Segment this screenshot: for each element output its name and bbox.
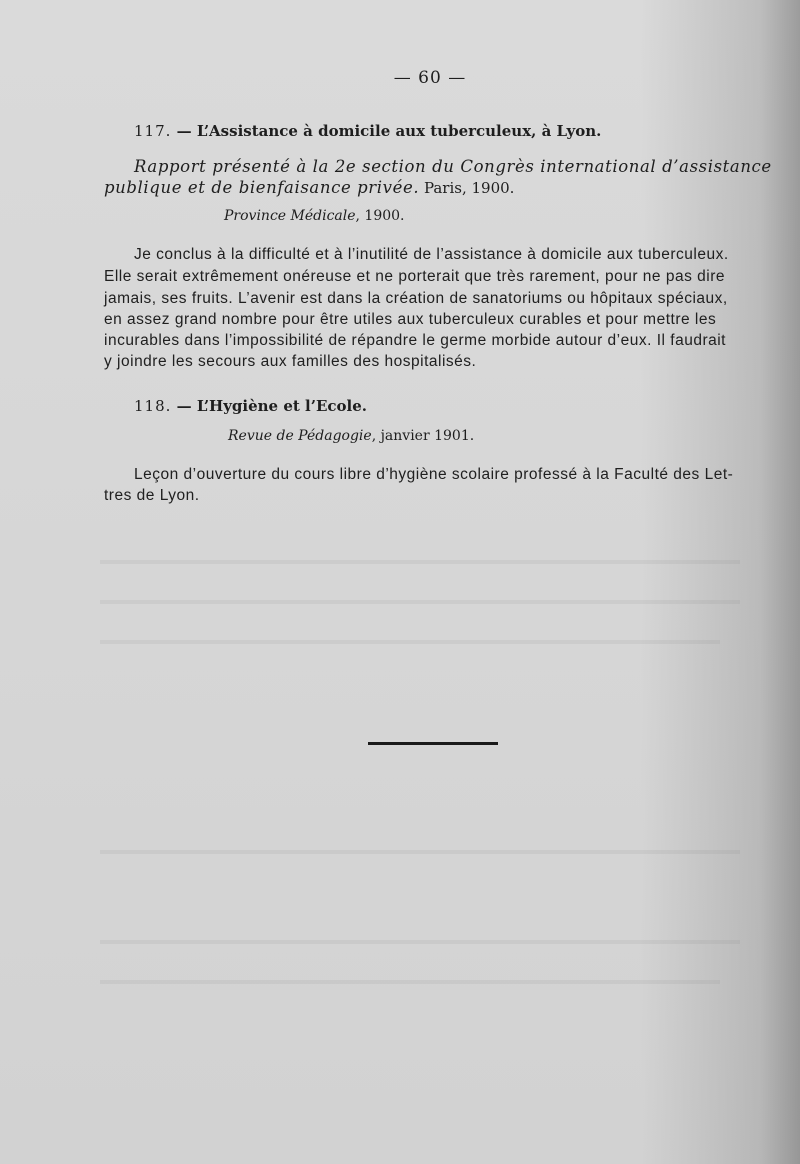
entry-117-body-line: en assez grand nombre pour être utiles aux tuberculeux curables et pour mettre les — [104, 311, 717, 328]
source-journal: Province Médicale — [224, 208, 356, 224]
place-date: Paris, 1900. — [419, 179, 515, 197]
entry-118-body-line: tres de Lyon. — [104, 487, 200, 504]
congress-name: publique et de bienfaisance privée. — [104, 178, 420, 197]
source-date: , 1900. — [355, 208, 405, 224]
entry-117-source — [224, 208, 405, 224]
entry-118-body-line: Leçon d’ouverture du cours libre d’hygiène scolaire professé à la Faculté des Let- — [134, 466, 734, 483]
entry-117-body-line: y joindre les secours aux familles des hospitalisés. — [104, 353, 477, 370]
source-journal: Revue de Pédagogie — [228, 428, 372, 444]
entry-number: 118. — [134, 397, 172, 415]
entry-117-italic-line-2 — [104, 178, 514, 197]
bleed-through-line — [100, 640, 720, 644]
entry-title: — L’Hygiène et l’Ecole. — [176, 397, 367, 415]
section-end-rule — [368, 742, 498, 745]
entry-118-source — [228, 428, 474, 444]
entry-title: — L’Assistance à domicile aux tuberculeux, à Lyon. — [176, 122, 602, 140]
bleed-through-line — [100, 980, 720, 984]
bleed-through-line — [100, 560, 740, 564]
entry-117-body-line: Je conclus à la difficulté et à l’inutilité de l’assistance à domicile aux tuberculeux. — [134, 246, 729, 263]
entry-117-body-line: jamais, ses fruits. L’avenir est dans la création de sanatoriums ou hôpitaux spéciaux, — [104, 290, 728, 307]
source-date: , janvier 1901. — [371, 428, 475, 444]
page-number: — 60 — — [393, 68, 467, 88]
bleed-through-line — [100, 850, 740, 854]
bleed-through-line — [100, 600, 740, 604]
entry-117-body-line: incurables dans l’impossibilité de répandre le germe morbide autour d’eux. Il faudrait — [104, 332, 726, 349]
entry-118-heading — [134, 397, 367, 415]
entry-117-heading — [134, 122, 601, 140]
entry-number: 117. — [134, 122, 172, 140]
entry-117-body-line: Elle serait extrêmement onéreuse et ne porterait que très rarement, pour ne pas dire — [104, 268, 725, 285]
bleed-through-line — [100, 940, 740, 944]
entry-117-italic-line-1: Rapport présenté à la 2e section du Congrès international d’assistance — [134, 157, 772, 176]
